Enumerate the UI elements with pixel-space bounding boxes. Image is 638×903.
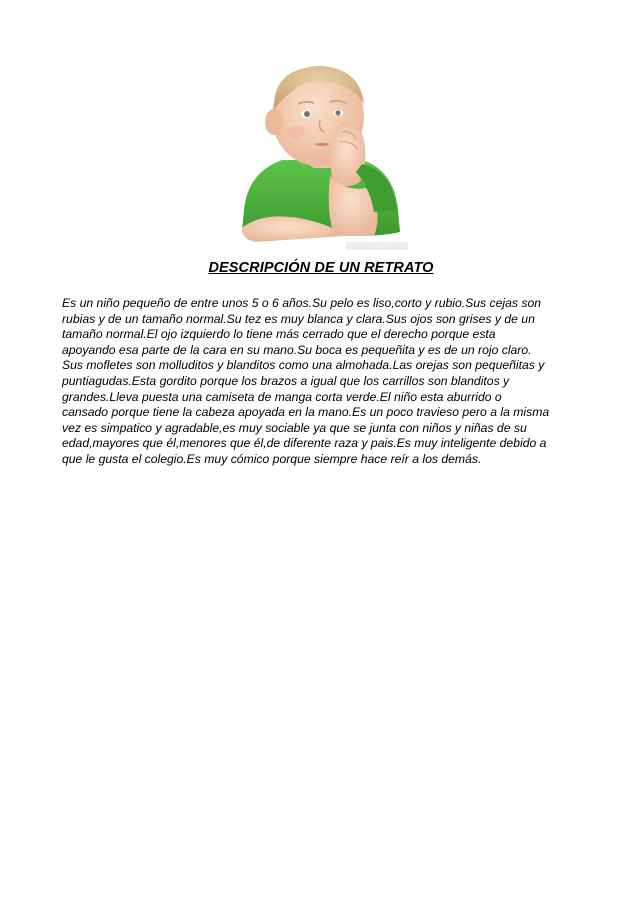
- paragraph-line: tamaño normal.El ojo izquierdo lo tiene más cerrado que el derecho porque esta: [62, 327, 496, 342]
- document-title-text: DESCRIPCIÓN DE UN RETRATO: [208, 260, 434, 276]
- paragraph-line: puntiagudas.Esta gordito porque los brazos a igual que los carrillos son blanditos y: [62, 373, 510, 388]
- document-title: [0, 260, 638, 276]
- paragraph-line: rubias y de un tamaño normal.Su tez es muy blanca y clara.Sus ojos son grises y de un: [62, 311, 535, 326]
- paragraph-line: Es un niño pequeño de entre unos 5 o 6 años.Su pelo es liso,corto y rubio.Sus cejas son: [62, 296, 542, 310]
- paragraph-line: apoyando esa parte de la cara en su mano.Su boca es pequeñita y es de un rojo claro.: [62, 342, 532, 357]
- paragraph-line: cansado porque tiene la cabeza apoyada en la mano.Es un poco travieso pero a la misma: [62, 405, 550, 420]
- paragraph-line: que le gusta el colegio.Es muy cómico porque siempre hace reír a los demás.: [62, 451, 482, 466]
- description-paragraph: [62, 296, 582, 468]
- paragraph-line: edad,mayores que él,menores que él,de diferente raza y pais.Es muy inteligente debido a: [62, 436, 547, 451]
- paragraph-line: grandes.Lleva puesta una camiseta de manga corta verde.El niño esta aburrido o: [62, 389, 502, 404]
- paragraph-line: Sus mofletes son molluditos y blanditos como una almohada.Las orejas son pequeñitas y: [62, 358, 545, 373]
- paragraph-line: vez es simpatico y agradable,es muy sociable ya que se junta con niños y niñas de su: [62, 420, 527, 435]
- child-portrait-illustration: [234, 60, 410, 252]
- child-portrait-photo: [234, 60, 410, 252]
